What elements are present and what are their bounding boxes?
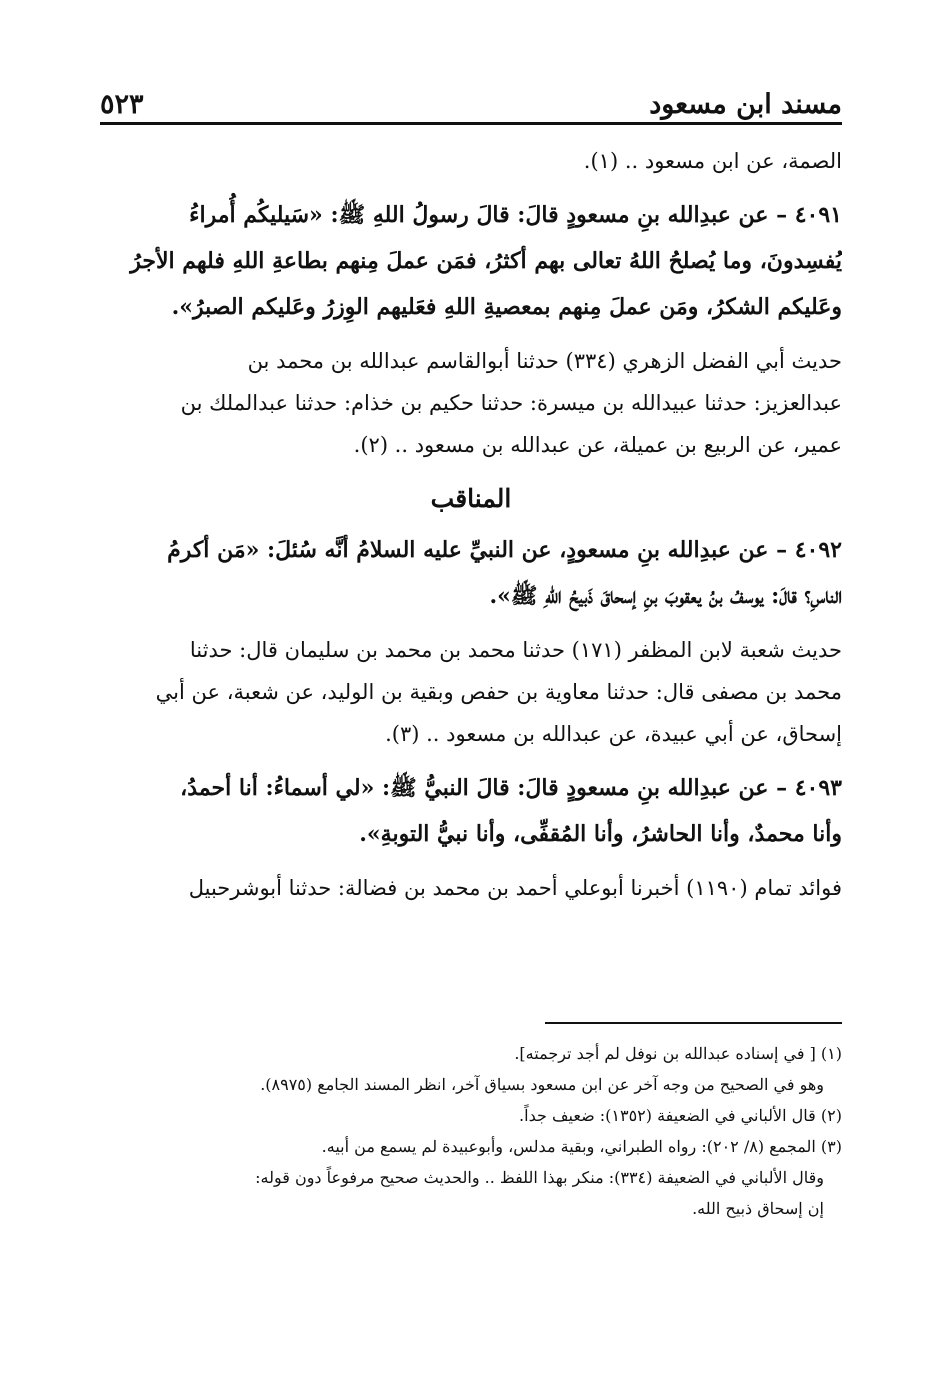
main-text (100, 140, 842, 919)
text-line: عبدالعزيز: حدثنا عبيدالله بن ميسرة: حدثنا حكيم بن خذام: حدثنا عبدالملك بن (180, 391, 842, 415)
footnote-1-continued: وهو في الصحيح من وجه آخر عن ابن مسعود بسياق آخر، انظر المسند الجامع (٨٩٧٥). (260, 1075, 824, 1094)
text-line: وأنا محمدٌ، وأنا الحاشرُ، وأنا المُقفِّى، وأنا نبيُّ التوبةِ». (359, 821, 842, 847)
footnote-rule (545, 1022, 842, 1024)
text-line: فوائد تمام (١١٩٠) أخبرنا أبوعلي أحمد بن محمد بن فضالة: حدثنا أبوشرحبيل (188, 876, 842, 900)
footnote-3-continued: وقال الألباني في الضعيفة (٣٣٤): منكر بهذا اللفظ .. والحديث صحيح مرفوعاً دون قوله: (255, 1168, 824, 1187)
footnote-1: (١) [ في إسناده عبدالله بن نوفل لم أجد ترجمته]. (514, 1044, 842, 1063)
text-line: إسحاق، عن أبي عبيدة، عن عبدالله بن مسعود .. (٣). (385, 722, 842, 746)
text-line: ٤٠٩٣ – عن عبدِالله بنِ مسعودٍ قالَ: قالَ النبيُّ ﷺ: «لي أسماءُ: أنا أحمدُ، (180, 775, 842, 801)
footnote-3: (٣) المجمع (٨/ ٢٠٢): رواه الطبراني، وبقية مدلس، وأبوعبيدة لم يسمع من أبيه. (321, 1137, 842, 1156)
source-4093 (100, 867, 842, 909)
footnotes (100, 1038, 842, 1224)
hadith-4092 (100, 527, 842, 619)
hadith-4091 (100, 192, 842, 330)
hadith-4093 (100, 765, 842, 857)
text-line: ٤٠٩١ – عن عبدِالله بنِ مسعودٍ قالَ: قالَ رسولُ اللهِ ﷺ: «سَيليكُم أُمراءُ (189, 202, 842, 228)
text-line: وعَليكم الشكرُ، ومَن عملَ مِنهم بمعصيةِ اللهِ فعَليهم الوِزرُ وعَليكم الصبرُ». (171, 294, 842, 320)
footnote-2: (٢) قال الألباني في الضعيفة (١٣٥٢): ضعيف جداً. (519, 1106, 842, 1125)
text-line: الناسِ؟ قالَ: يوسفُ بنُ يعقوبَ بنِ إسحاقَ ذَبيحُ اللهِ ﷺ». (489, 583, 842, 609)
page-number: ٥٢٣ (100, 89, 144, 120)
text-line: عمير، عن الربيع بن عميلة، عن عبدالله بن مسعود .. (٢). (353, 433, 842, 457)
text-line: يُفسِدونَ، وما يُصلحُ اللهُ تعالى بهم أكثرُ، فمَن عملَ مِنهم بطاعةِ اللهِ فلهم الأجرُ (130, 248, 842, 274)
text-line: حديث شعبة لابن المظفر (١٧١) حدثنا محمد بن محمد بن سليمان قال: حدثنا (189, 638, 842, 662)
section-title: المناقب (430, 484, 512, 513)
footnote-3-end: إن إسحاق ذبيح الله. (692, 1199, 824, 1218)
text-line: الصمة، عن ابن مسعود .. (١). (583, 149, 842, 173)
source-4092 (100, 629, 842, 755)
text-line: محمد بن مصفى قال: حدثنا معاوية بن حفص وبقية بن الوليد، عن شعبة، عن أبي (155, 680, 842, 704)
text-line: ٤٠٩٢ – عن عبدِالله بنِ مسعودٍ، عن النبيِّ عليه السلامُ أنَّه سُئلَ: «مَن أكرمُ (167, 537, 842, 563)
running-title: مسند ابن مسعود (649, 89, 842, 120)
header-rule (100, 122, 842, 125)
running-header (100, 82, 842, 120)
source-4091 (100, 340, 842, 466)
text-line: حديث أبي الفضل الزهري (٣٣٤) حدثنا أبوالقاسم عبدالله بن محمد بن (247, 349, 842, 373)
carry-over-paragraph (100, 140, 842, 182)
